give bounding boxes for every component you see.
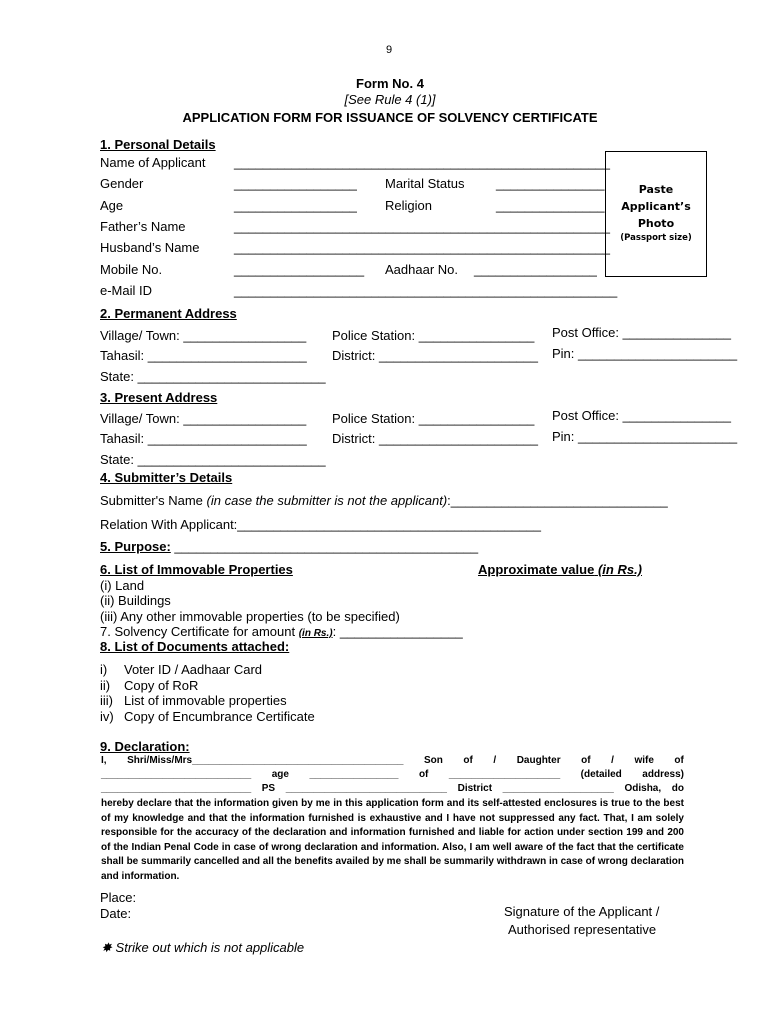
document-item-num: ii): [100, 678, 111, 693]
property-item-buildings: (ii) Buildings: [100, 593, 171, 608]
age-field[interactable]: _________________: [234, 198, 357, 213]
decl-word: of: [418, 769, 429, 780]
decl-word: PS: [261, 783, 276, 794]
section-declaration-heading: 9. Declaration:: [100, 739, 190, 754]
amount-row: [100, 624, 463, 639]
signature-line-1: Signature of the Applicant /: [504, 904, 660, 919]
section-documents-heading: 8. List of Documents attached:: [100, 639, 290, 654]
section-personal-heading: 1. Personal Details: [100, 137, 216, 152]
submitter-name-note: (in case the submitter is not the applicant): [206, 493, 448, 508]
decl-word: (detailed: [580, 769, 622, 780]
present-tahasil-field[interactable]: Tahasil: ______________________: [100, 431, 307, 446]
document-item-num: iv): [100, 709, 114, 724]
permanent-state-field[interactable]: State: __________________________: [100, 369, 326, 384]
name-label: Name of Applicant: [100, 155, 206, 170]
form-title: APPLICATION FORM FOR ISSUANCE OF SOLVENCY CERTIFICATE: [182, 110, 598, 125]
father-name-label: Father’s Name: [100, 219, 186, 234]
decl-age-field[interactable]: ________________: [309, 769, 399, 780]
decl-word: District: [457, 783, 493, 794]
approx-value-heading: [478, 562, 642, 577]
decl-word: wife: [634, 755, 654, 766]
decl-word: of: [581, 755, 591, 766]
photo-box[interactable]: [605, 151, 707, 277]
declaration-line-1: [101, 755, 684, 766]
decl-word: I,: [101, 755, 107, 766]
gender-label: Gender: [100, 176, 144, 191]
religion-field[interactable]: _______________: [496, 198, 605, 213]
decl-word: do: [671, 783, 684, 794]
signature-line-2: Authorised representative: [508, 922, 657, 937]
permanent-pin-field[interactable]: Pin: ______________________: [552, 346, 738, 361]
document-item-text: Voter ID / Aadhaar Card: [124, 662, 263, 677]
decl-word: of: [463, 755, 473, 766]
husband-name-field[interactable]: ____________________________________________________: [234, 240, 610, 255]
approx-value-unit: (in Rs.): [597, 562, 643, 577]
present-district-field[interactable]: District: ______________________: [332, 431, 539, 446]
purpose-field[interactable]: __________________________________________: [174, 539, 479, 554]
decl-ps-field[interactable]: _____________________________: [285, 783, 447, 794]
section-present-heading: 3. Present Address: [100, 390, 218, 405]
name-field[interactable]: ____________________________________________________: [234, 155, 610, 170]
decl-address2-field[interactable]: ___________________________: [101, 783, 252, 794]
submitter-name-field[interactable]: :______________________________: [447, 493, 668, 508]
email-field[interactable]: _____________________________________________________: [234, 283, 618, 298]
form-number: Form No. 4: [356, 76, 424, 91]
husband-name-label: Husband’s Name: [100, 240, 200, 255]
present-village-field[interactable]: Village/ Town: _________________: [100, 411, 307, 426]
present-state-field[interactable]: State: __________________________: [100, 452, 326, 467]
purpose-heading: 5. Purpose:: [100, 539, 171, 554]
marital-status-field[interactable]: _______________: [496, 176, 605, 191]
amount-label: 7. Solvency Certificate for amount: [100, 624, 296, 639]
email-label: e-Mail ID: [100, 283, 153, 298]
property-item-other: (iii) Any other immovable properties (to be specified): [100, 609, 400, 624]
page-number: 9: [386, 44, 393, 56]
submitter-name-row: [100, 493, 668, 508]
asterisk-icon: ✸: [101, 940, 112, 955]
present-pin-field[interactable]: Pin: ______________________: [552, 429, 738, 444]
decl-name-field[interactable]: Shri/Miss/Mrs______________________________________: [127, 755, 404, 766]
submitter-name-label: Submitter's Name: [100, 493, 203, 508]
photo-label-size: (Passport size): [620, 233, 692, 243]
mobile-field[interactable]: __________________: [234, 262, 365, 277]
relation-field[interactable]: Relation With Applicant:__________________________________________: [100, 517, 541, 532]
document-item-num: i): [100, 662, 108, 677]
photo-label-paste: Paste: [638, 183, 674, 196]
section-properties-heading: 6. List of Immovable Properties: [100, 562, 293, 577]
decl-word: Odisha,: [624, 783, 662, 794]
strike-out-text: Strike out which is not applicable: [115, 940, 305, 955]
decl-address-field[interactable]: ____________________: [448, 769, 561, 780]
decl-parent-field[interactable]: ___________________________: [101, 769, 252, 780]
photo-label-applicant: Applicant’s: [621, 200, 691, 213]
strike-out-note: [101, 940, 304, 956]
permanent-police-field[interactable]: Police Station: ________________: [332, 328, 535, 343]
decl-word: of: [674, 755, 684, 766]
document-item-text: Copy of RoR: [124, 678, 199, 693]
approx-value-label: Approximate value: [478, 562, 595, 577]
permanent-tahasil-field[interactable]: Tahasil: ______________________: [100, 348, 307, 363]
permanent-village-field[interactable]: Village/ Town: _________________: [100, 328, 307, 343]
gender-field[interactable]: _________________: [234, 176, 357, 191]
declaration-body: hereby declare that the information given by me in this application form and its self-attested enclosures is true to the best of my knowledge and that the information furnished is exhaustive and I have not suppressed any fact. That, I am solely responsible for the accuracy of the declaration and information furnished and liable for action under section 199 and 200 of the Indian Penal Code in case of wrong declaration and information. Also, I am well aware of the fact that the certificate shall be summarily cancelled and all the benefits availed by me shall be summarily withdrawn in case of wrong declaration and information.: [101, 798, 684, 882]
decl-word: age: [271, 769, 289, 780]
mobile-label: Mobile No.: [100, 262, 163, 277]
marital-status-label: Marital Status: [385, 176, 465, 191]
aadhaar-label: Aadhaar No.: [385, 262, 458, 277]
amount-unit: (in Rs.): [298, 628, 333, 639]
decl-word: /: [493, 755, 497, 766]
property-item-land: (i) Land: [100, 578, 145, 593]
photo-label-photo: Photo: [637, 217, 675, 230]
rule-reference: [See Rule 4 (1)]: [344, 92, 436, 107]
date-label[interactable]: Date:: [100, 906, 132, 921]
aadhaar-field[interactable]: _________________: [474, 262, 597, 277]
age-label: Age: [100, 198, 124, 213]
religion-label: Religion: [385, 198, 432, 213]
decl-word: address): [642, 769, 684, 780]
document-item-text: Copy of Encumbrance Certificate: [124, 709, 315, 724]
permanent-district-field[interactable]: District: ______________________: [332, 348, 539, 363]
declaration-line-3: [101, 783, 684, 794]
decl-word: /: [611, 755, 614, 766]
father-name-field[interactable]: ____________________________________________________: [234, 219, 610, 234]
section-submitter-heading: 4. Submitter’s Details: [100, 470, 233, 485]
permanent-post-field[interactable]: Post Office: _______________: [552, 325, 732, 340]
present-police-field[interactable]: Police Station: ________________: [332, 411, 535, 426]
document-item-text: List of immovable properties: [124, 693, 287, 708]
present-post-field[interactable]: Post Office: _______________: [552, 408, 732, 423]
decl-district-field[interactable]: ____________________: [502, 783, 614, 794]
declaration-line-2: [101, 769, 684, 780]
place-label[interactable]: Place:: [100, 890, 137, 905]
document-item-num: iii): [100, 693, 113, 708]
section-permanent-heading: 2. Permanent Address: [100, 306, 237, 321]
decl-word: Son: [423, 755, 443, 766]
purpose-row: [100, 539, 478, 554]
decl-word: Daughter: [516, 755, 561, 766]
amount-field[interactable]: : _________________: [332, 624, 463, 639]
